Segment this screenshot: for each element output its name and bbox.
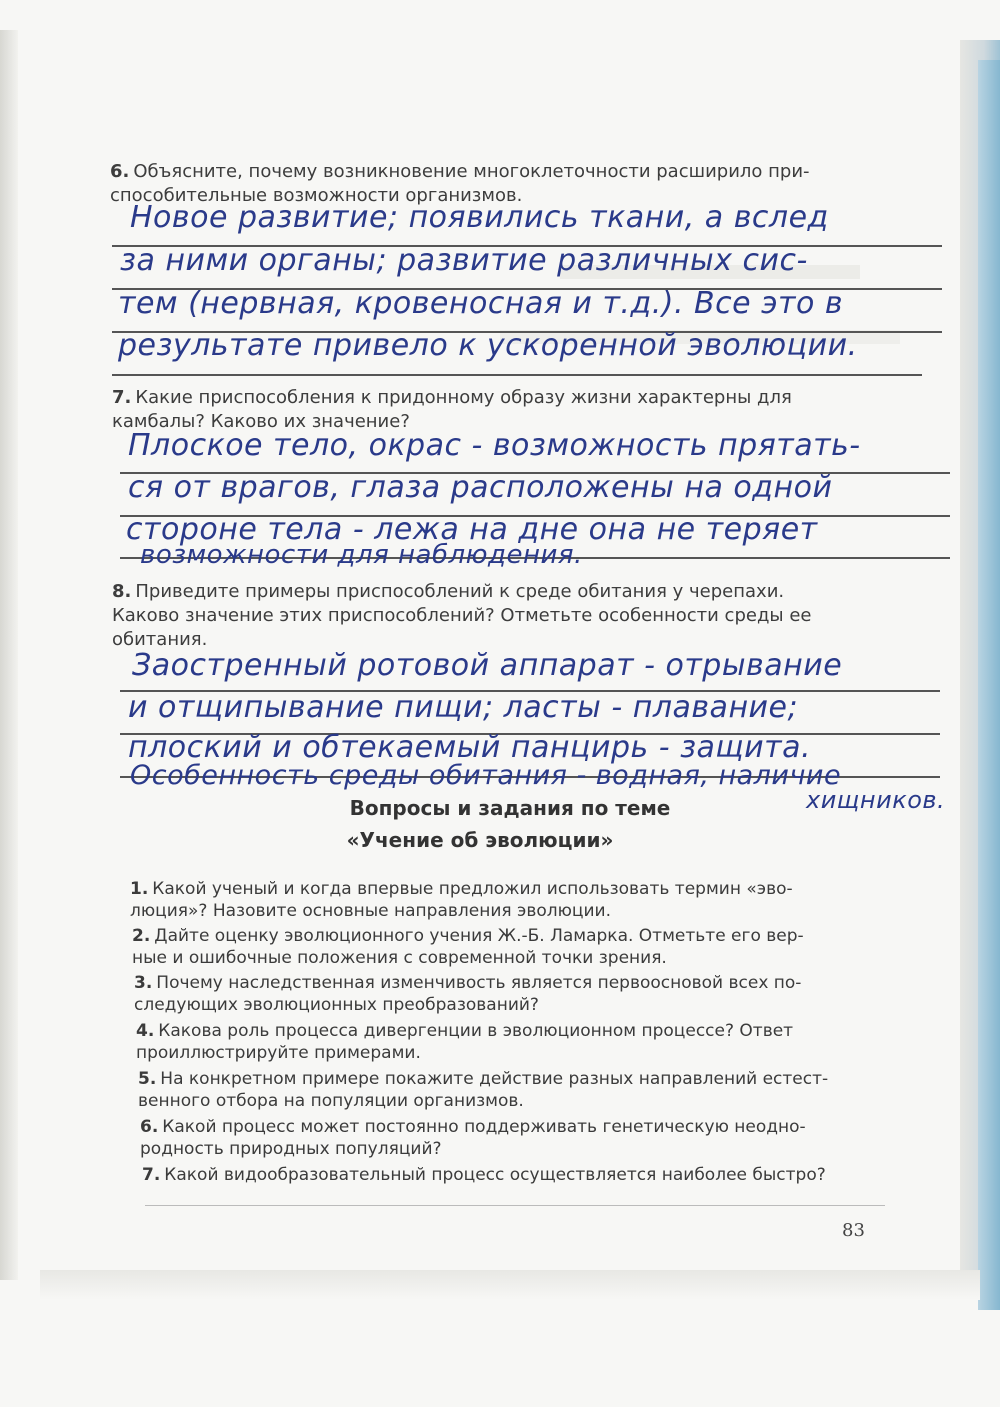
binding-shadow <box>0 30 18 1280</box>
section-title-line1: Вопросы и задания по теме <box>349 796 671 820</box>
answer-line <box>112 374 922 376</box>
task-text: Какой процесс может постоянно поддерживать генетическую неодно- <box>162 1117 806 1137</box>
task-text: венного отбора на популяции организмов. <box>138 1091 524 1111</box>
question-number: 6. <box>110 161 130 182</box>
task-text: Какой ученый и когда впервые предложил использовать термин «эво- <box>152 879 793 899</box>
question-text: Какие приспособления к придонному образу жизни характерны для <box>135 387 792 408</box>
handwritten-answer: Новое развитие; появились ткани, а вслед <box>130 200 829 235</box>
task-text: Дайте оценку эволюционного учения Ж.-Б. Ламарка. Отметьте его вер- <box>154 926 804 946</box>
task-number: 6. <box>140 1117 159 1137</box>
task-7 <box>142 1164 922 1186</box>
task-number: 7. <box>142 1165 161 1185</box>
handwritten-answer: ся от врагов, глаза расположены на одной <box>128 470 833 505</box>
section-title-line2: «Учение об эволюции» <box>346 828 614 852</box>
task-3 <box>134 972 914 1016</box>
task-6 <box>140 1116 920 1160</box>
task-4 <box>136 1020 916 1064</box>
task-number: 2. <box>132 926 151 946</box>
task-text: Какова роль процесса дивергенции в эволюционном процессе? Ответ <box>158 1021 794 1041</box>
handwritten-answer: тем (нервная, кровеносная и т.д.). Все это в <box>118 286 844 321</box>
question-text: камбалы? Каково их значение? <box>112 411 410 432</box>
task-text: люция»? Назовите основные направления эволюции. <box>130 901 611 921</box>
question-text: Приведите примеры приспособлений к среде обитания у черепахи. <box>135 581 785 602</box>
handwritten-answer: возможности для наблюдения. <box>140 540 583 570</box>
page-edge-blue <box>978 60 1000 1310</box>
task-text: проиллюстрируйте примерами. <box>136 1043 421 1063</box>
question-text: Объясните, почему возникновение многоклеточности расширило при- <box>133 161 810 182</box>
task-text: Какой видообразовательный процесс осуществляется наиболее быстро? <box>164 1165 826 1185</box>
handwritten-answer: хищников. <box>806 786 946 814</box>
task-text: ные и ошибочные положения с современной точки зрения. <box>132 948 667 968</box>
question-8 <box>112 580 892 652</box>
handwritten-answer: за ними органы; развитие различных сис- <box>120 243 808 278</box>
question-number: 7. <box>112 387 132 408</box>
task-number: 4. <box>136 1021 155 1041</box>
question-7 <box>112 386 892 434</box>
footer-divider <box>145 1205 885 1206</box>
question-text: способительные возможности организмов. <box>110 185 523 206</box>
handwritten-answer: Заостренный ротовой аппарат - отрывание <box>132 648 843 683</box>
handwritten-answer: плоский и обтекаемый панцирь - защита. <box>128 730 812 765</box>
question-text: обитания. <box>112 629 208 650</box>
task-text: На конкретном примере покажите действие разных направлений естест- <box>160 1069 829 1089</box>
handwritten-answer: и отщипывание пищи; ласты - плавание; <box>128 690 799 725</box>
handwritten-answer: стороне тела - лежа на дне она не теряет <box>126 512 818 547</box>
task-number: 5. <box>138 1069 157 1089</box>
question-number: 8. <box>112 581 132 602</box>
task-5 <box>138 1068 918 1112</box>
task-2 <box>132 925 912 969</box>
task-text: следующих эволюционных преобразований? <box>134 995 539 1015</box>
task-number: 3. <box>134 973 153 993</box>
task-number: 1. <box>130 879 149 899</box>
handwritten-answer: результате привело к ускоренной эволюции. <box>118 328 858 363</box>
page-bottom-shadow <box>40 1270 980 1300</box>
task-text: Почему наследственная изменчивость является первоосновой всех по- <box>156 973 802 993</box>
question-text: Каково значение этих приспособлений? Отметьте особенности среды ее <box>112 605 812 626</box>
task-1 <box>130 878 910 922</box>
handwritten-answer: Плоское тело, окрас - возможность прятать- <box>128 428 861 463</box>
task-text: родность природных популяций? <box>140 1139 442 1159</box>
handwritten-answer: Особенность среды обитания - водная, наличие <box>130 760 842 791</box>
page-number: 83 <box>842 1220 865 1241</box>
